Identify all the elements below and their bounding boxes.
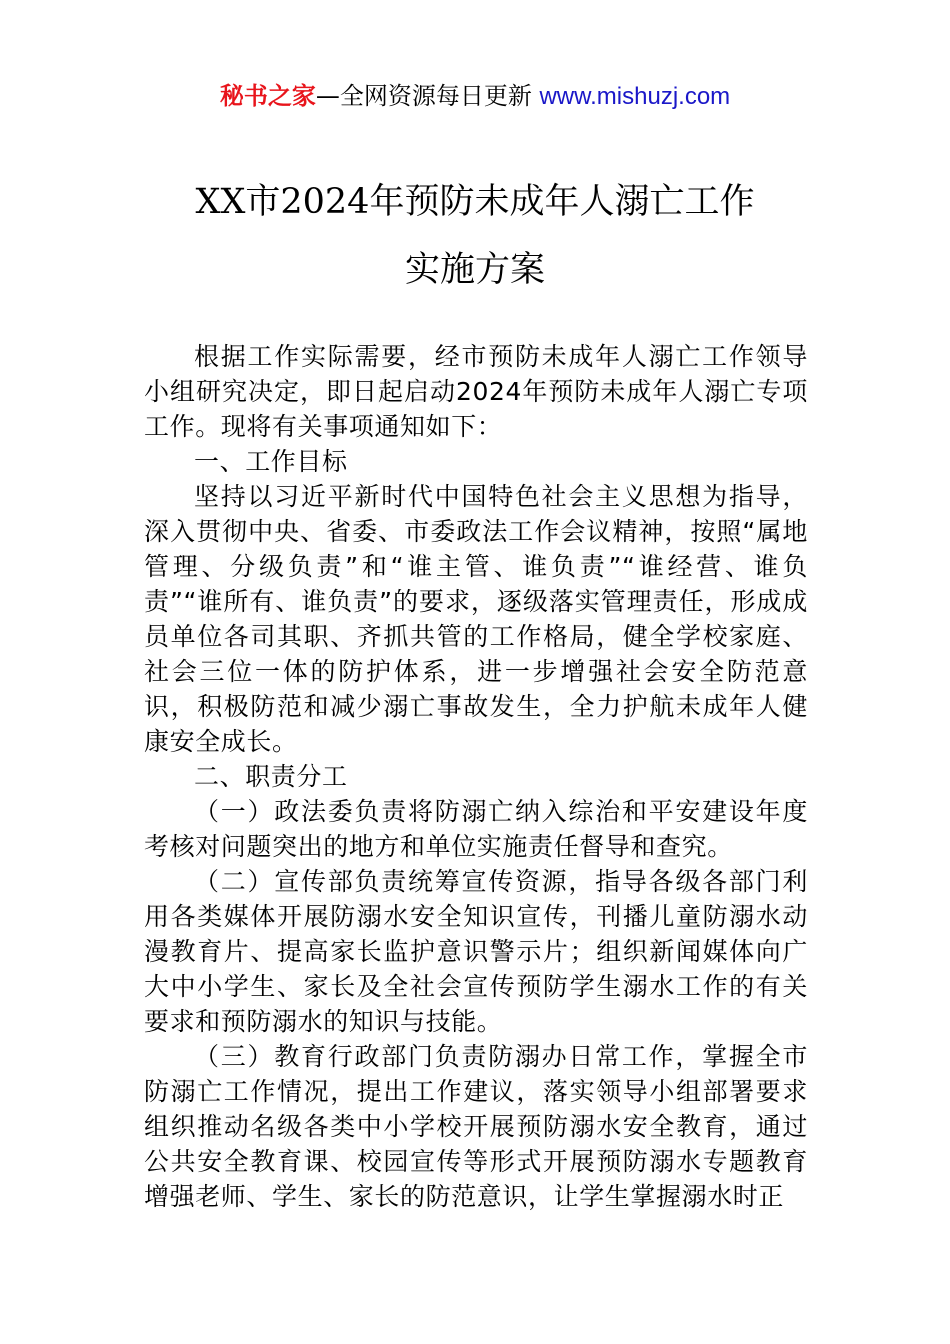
site-header (0, 80, 950, 113)
duty-paragraph-2: （二）宣传部负责统筹宣传资源，指导各级各部门利用各类媒体开展防溺水安全知识宣传，刊播儿童防溺水动漫教育片、提高家长监护意识警示片；组织新闻媒体向广大中小学生、家长及全社会宣传预防学生溺水工作的有关要求和预防溺水的知识与技能。 (144, 867, 808, 1036)
document-title-line-2: 实施方案 (404, 250, 545, 290)
site-url-link[interactable]: www.mishuzj.com (539, 83, 731, 110)
duty-paragraph-1: （一）政法委负责将防溺亡纳入综治和平安建设年度考核对问题突出的地方和单位实施责任督导和查究。 (144, 797, 808, 861)
document-title-line-1: XX市2024年预防未成年人溺亡工作 (195, 182, 755, 222)
document-body (144, 339, 808, 1214)
brand-name: 秘书之家 (219, 82, 316, 110)
goals-paragraph: 坚持以习近平新时代中国特色社会主义思想为指导，深入贯彻中央、省委、市委政法工作会议精神，按照“属地管理、分级负责”和“谁主管、谁负责”“谁经营、谁负责”“谁所有、谁负责”的要求，逐级落实管理责任，形成成员单位各司其职、齐抓共管的工作格局，健全学校家庭、社会三位一体的防护体系，进一步增强社会安全防范意识，积极防范和减少溺亡事故发生，全力护航未成年人健康安全成长。 (144, 482, 808, 756)
section-heading-goals: 一、工作目标 (194, 447, 348, 476)
header-tagline: —全网资源每日更新 (315, 82, 540, 110)
intro-paragraph: 根据工作实际需要，经市预防未成年人溺亡工作领导小组研究决定，即日起启动2024年预防未成年人溺亡专项工作。现将有关事项通知如下： (144, 342, 808, 441)
section-heading-duties: 二、职责分工 (194, 762, 348, 791)
duty-paragraph-3: （三）教育行政部门负责防溺办日常工作，掌握全市防溺亡工作情况，提出工作建议，落实领导小组部署要求组织推动名级各类中小学校开展预防溺水安全教育，通过公共安全教育课、校园宣传等形式开展预防溺水专题教育增强老师、学生、家长的防范意识，让学生掌握溺水时正 (144, 1042, 808, 1211)
